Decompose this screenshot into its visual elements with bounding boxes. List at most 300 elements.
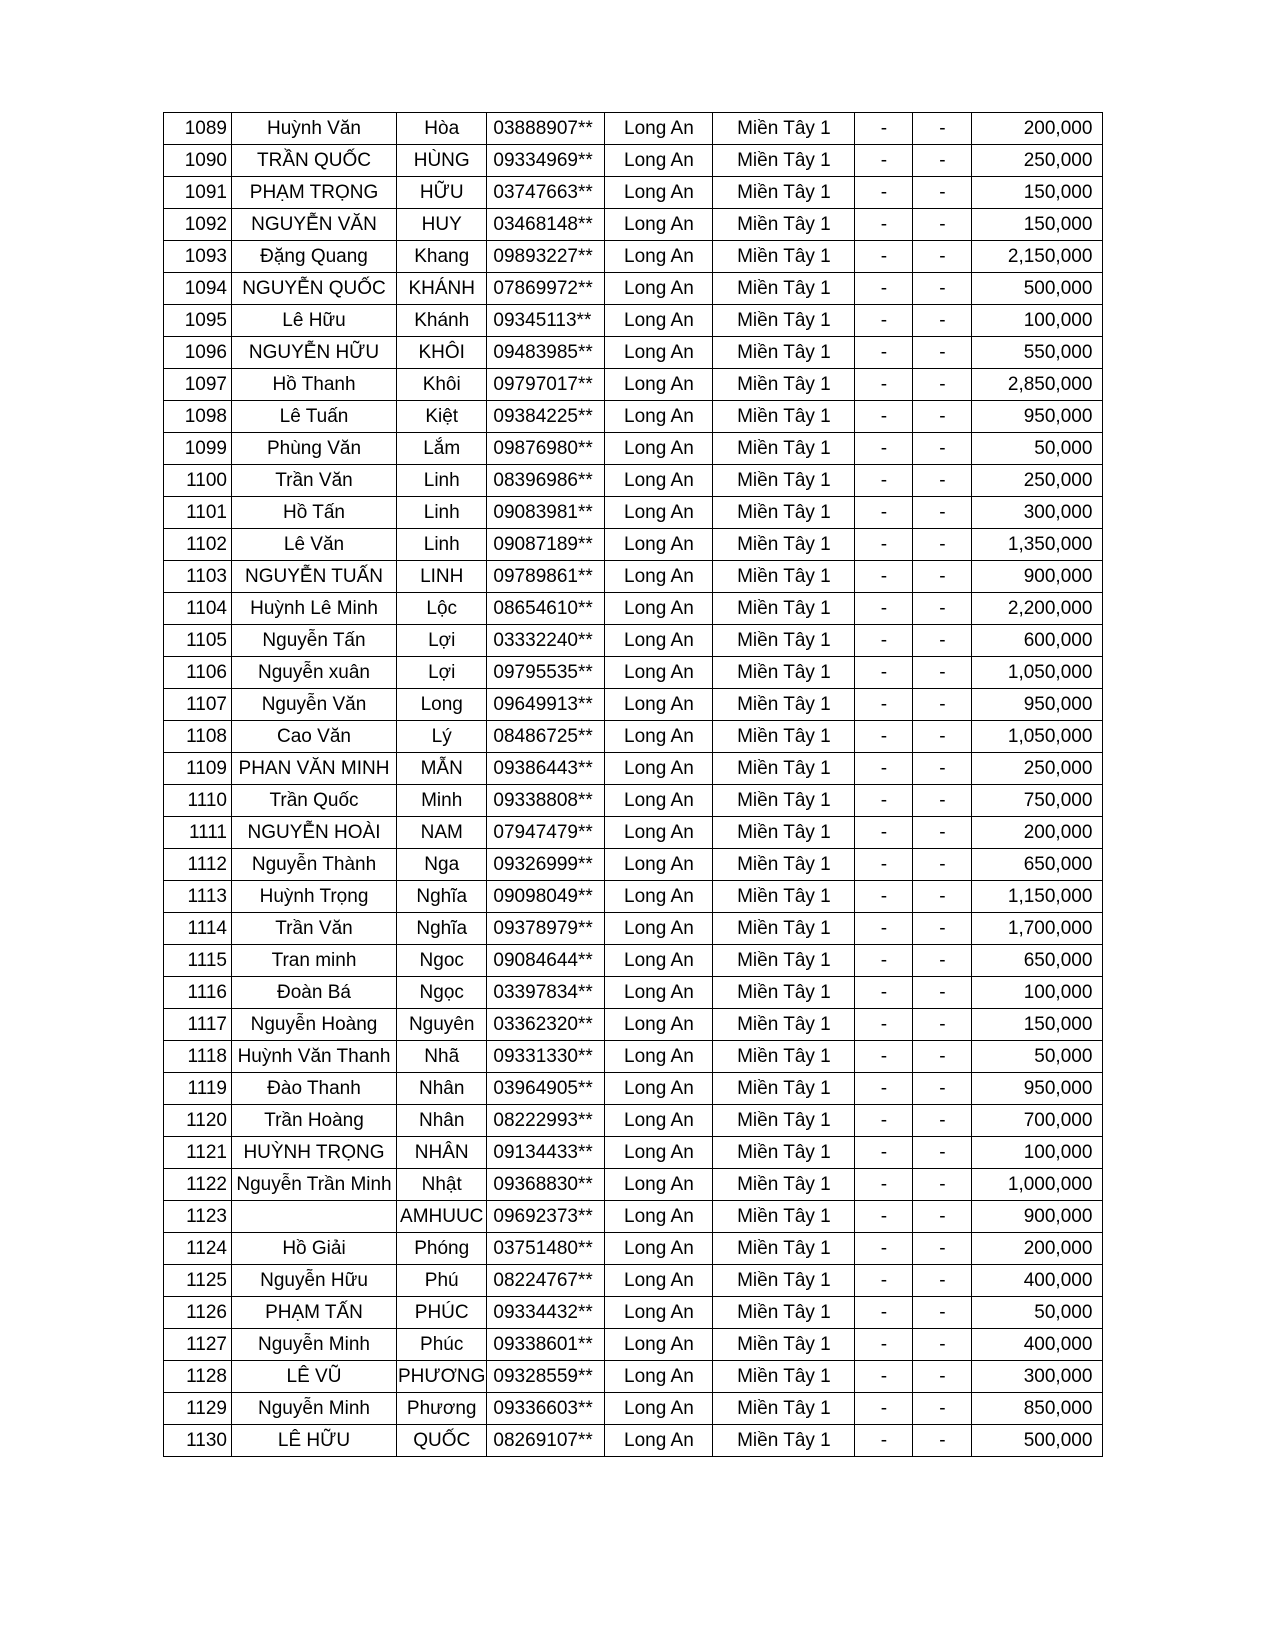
dash-cell-2: - bbox=[913, 1425, 972, 1457]
table-row bbox=[164, 561, 1103, 593]
dash-cell-1: - bbox=[855, 913, 913, 945]
province-cell: Long An bbox=[605, 1169, 713, 1201]
phone-cell: 09649913** bbox=[487, 689, 605, 721]
dash-cell-1: - bbox=[855, 1073, 913, 1105]
row-number-cell: 1118 bbox=[164, 1041, 232, 1073]
surname-cell: Lê Tuấn bbox=[232, 401, 397, 433]
province-cell: Long An bbox=[605, 145, 713, 177]
row-number-cell: 1093 bbox=[164, 241, 232, 273]
dash-cell-1: - bbox=[855, 1105, 913, 1137]
dash-cell-2: - bbox=[913, 913, 972, 945]
surname-cell: Huỳnh Lê Minh bbox=[232, 593, 397, 625]
given-name-cell: Phương bbox=[397, 1393, 487, 1425]
dash-cell-1: - bbox=[855, 977, 913, 1009]
row-number-cell: 1089 bbox=[164, 113, 232, 145]
region-cell: Miền Tây 1 bbox=[713, 1105, 855, 1137]
row-number-cell: 1094 bbox=[164, 273, 232, 305]
surname-cell: Tran minh bbox=[232, 945, 397, 977]
given-name-cell: Nhân bbox=[397, 1073, 487, 1105]
phone-cell: 09134433** bbox=[487, 1137, 605, 1169]
surname-cell: Nguyễn xuân bbox=[232, 657, 397, 689]
amount-cell: 1,700,000 bbox=[972, 913, 1103, 945]
province-cell: Long An bbox=[605, 1201, 713, 1233]
dash-cell-2: - bbox=[913, 1297, 972, 1329]
dash-cell-1: - bbox=[855, 1137, 913, 1169]
phone-cell: 09789861** bbox=[487, 561, 605, 593]
province-cell: Long An bbox=[605, 1009, 713, 1041]
phone-cell: 09328559** bbox=[487, 1361, 605, 1393]
given-name-cell: Phú bbox=[397, 1265, 487, 1297]
province-cell: Long An bbox=[605, 1105, 713, 1137]
region-cell: Miền Tây 1 bbox=[713, 369, 855, 401]
region-cell: Miền Tây 1 bbox=[713, 1297, 855, 1329]
province-cell: Long An bbox=[605, 209, 713, 241]
phone-cell: 09797017** bbox=[487, 369, 605, 401]
amount-cell: 100,000 bbox=[972, 305, 1103, 337]
row-number-cell: 1117 bbox=[164, 1009, 232, 1041]
amount-cell: 700,000 bbox=[972, 1105, 1103, 1137]
dash-cell-1: - bbox=[855, 657, 913, 689]
surname-cell: Hồ Tấn bbox=[232, 497, 397, 529]
amount-cell: 150,000 bbox=[972, 209, 1103, 241]
phone-cell: 09384225** bbox=[487, 401, 605, 433]
row-number-cell: 1101 bbox=[164, 497, 232, 529]
row-number-cell: 1111 bbox=[164, 817, 232, 849]
dash-cell-2: - bbox=[913, 785, 972, 817]
amount-cell: 950,000 bbox=[972, 1073, 1103, 1105]
given-name-cell: Nhật bbox=[397, 1169, 487, 1201]
phone-cell: 08269107** bbox=[487, 1425, 605, 1457]
dash-cell-2: - bbox=[913, 817, 972, 849]
phone-cell: 09098049** bbox=[487, 881, 605, 913]
province-cell: Long An bbox=[605, 1073, 713, 1105]
amount-cell: 300,000 bbox=[972, 1361, 1103, 1393]
phone-cell: 09326999** bbox=[487, 849, 605, 881]
surname-cell: Huỳnh Trọng bbox=[232, 881, 397, 913]
table-row bbox=[164, 401, 1103, 433]
row-number-cell: 1103 bbox=[164, 561, 232, 593]
province-cell: Long An bbox=[605, 657, 713, 689]
given-name-cell: Nghĩa bbox=[397, 881, 487, 913]
phone-cell: 09483985** bbox=[487, 337, 605, 369]
surname-cell bbox=[232, 1201, 397, 1233]
dash-cell-1: - bbox=[855, 1297, 913, 1329]
given-name-cell: Hòa bbox=[397, 113, 487, 145]
given-name-cell: Phóng bbox=[397, 1233, 487, 1265]
table-row bbox=[164, 721, 1103, 753]
given-name-cell: Nhã bbox=[397, 1041, 487, 1073]
province-cell: Long An bbox=[605, 497, 713, 529]
region-cell: Miền Tây 1 bbox=[713, 1201, 855, 1233]
row-number-cell: 1102 bbox=[164, 529, 232, 561]
dash-cell-2: - bbox=[913, 593, 972, 625]
amount-cell: 150,000 bbox=[972, 177, 1103, 209]
amount-cell: 300,000 bbox=[972, 497, 1103, 529]
table-row bbox=[164, 1425, 1103, 1457]
province-cell: Long An bbox=[605, 401, 713, 433]
table-row bbox=[164, 177, 1103, 209]
table-row bbox=[164, 369, 1103, 401]
given-name-cell: Lộc bbox=[397, 593, 487, 625]
dash-cell-2: - bbox=[913, 1169, 972, 1201]
row-number-cell: 1097 bbox=[164, 369, 232, 401]
region-cell: Miền Tây 1 bbox=[713, 113, 855, 145]
region-cell: Miền Tây 1 bbox=[713, 497, 855, 529]
table-row bbox=[164, 1073, 1103, 1105]
row-number-cell: 1125 bbox=[164, 1265, 232, 1297]
dash-cell-1: - bbox=[855, 305, 913, 337]
dash-cell-2: - bbox=[913, 561, 972, 593]
surname-cell: PHAN VĂN MINH bbox=[232, 753, 397, 785]
region-cell: Miền Tây 1 bbox=[713, 561, 855, 593]
province-cell: Long An bbox=[605, 913, 713, 945]
table-row bbox=[164, 1137, 1103, 1169]
dash-cell-2: - bbox=[913, 1361, 972, 1393]
region-cell: Miền Tây 1 bbox=[713, 529, 855, 561]
phone-cell: 09876980** bbox=[487, 433, 605, 465]
dash-cell-2: - bbox=[913, 1265, 972, 1297]
region-cell: Miền Tây 1 bbox=[713, 1233, 855, 1265]
region-cell: Miền Tây 1 bbox=[713, 1361, 855, 1393]
table-row bbox=[164, 753, 1103, 785]
amount-cell: 50,000 bbox=[972, 1041, 1103, 1073]
amount-cell: 200,000 bbox=[972, 113, 1103, 145]
dash-cell-2: - bbox=[913, 849, 972, 881]
given-name-cell: Khang bbox=[397, 241, 487, 273]
dash-cell-1: - bbox=[855, 529, 913, 561]
province-cell: Long An bbox=[605, 113, 713, 145]
table-row bbox=[164, 1233, 1103, 1265]
table-row bbox=[164, 593, 1103, 625]
amount-cell: 2,850,000 bbox=[972, 369, 1103, 401]
dash-cell-2: - bbox=[913, 1009, 972, 1041]
row-number-cell: 1095 bbox=[164, 305, 232, 337]
region-cell: Miền Tây 1 bbox=[713, 241, 855, 273]
table-row bbox=[164, 1297, 1103, 1329]
surname-cell: Nguyễn Văn bbox=[232, 689, 397, 721]
phone-cell: 09378979** bbox=[487, 913, 605, 945]
province-cell: Long An bbox=[605, 1329, 713, 1361]
province-cell: Long An bbox=[605, 785, 713, 817]
surname-cell: Nguyễn Minh bbox=[232, 1393, 397, 1425]
phone-cell: 09338808** bbox=[487, 785, 605, 817]
province-cell: Long An bbox=[605, 1361, 713, 1393]
given-name-cell: Linh bbox=[397, 465, 487, 497]
surname-cell: Lê Văn bbox=[232, 529, 397, 561]
surname-cell: Trần Quốc bbox=[232, 785, 397, 817]
amount-cell: 1,350,000 bbox=[972, 529, 1103, 561]
dash-cell-1: - bbox=[855, 145, 913, 177]
dash-cell-2: - bbox=[913, 1233, 972, 1265]
dash-cell-2: - bbox=[913, 625, 972, 657]
dash-cell-2: - bbox=[913, 1329, 972, 1361]
region-cell: Miền Tây 1 bbox=[713, 145, 855, 177]
dash-cell-2: - bbox=[913, 465, 972, 497]
dash-cell-1: - bbox=[855, 945, 913, 977]
dash-cell-2: - bbox=[913, 1393, 972, 1425]
dash-cell-2: - bbox=[913, 145, 972, 177]
amount-cell: 950,000 bbox=[972, 401, 1103, 433]
dash-cell-1: - bbox=[855, 401, 913, 433]
dash-cell-2: - bbox=[913, 241, 972, 273]
table-row bbox=[164, 529, 1103, 561]
province-cell: Long An bbox=[605, 1041, 713, 1073]
surname-cell: Hồ Thanh bbox=[232, 369, 397, 401]
amount-cell: 250,000 bbox=[972, 145, 1103, 177]
row-number-cell: 1107 bbox=[164, 689, 232, 721]
given-name-cell: KHÁNH bbox=[397, 273, 487, 305]
surname-cell: Lê Hữu bbox=[232, 305, 397, 337]
row-number-cell: 1099 bbox=[164, 433, 232, 465]
dash-cell-1: - bbox=[855, 1361, 913, 1393]
table-row bbox=[164, 1041, 1103, 1073]
given-name-cell: Long bbox=[397, 689, 487, 721]
table-row bbox=[164, 433, 1103, 465]
given-name-cell: Lý bbox=[397, 721, 487, 753]
province-cell: Long An bbox=[605, 1297, 713, 1329]
row-number-cell: 1120 bbox=[164, 1105, 232, 1137]
region-cell: Miền Tây 1 bbox=[713, 209, 855, 241]
table-row bbox=[164, 657, 1103, 689]
province-cell: Long An bbox=[605, 305, 713, 337]
phone-cell: 09334432** bbox=[487, 1297, 605, 1329]
surname-cell: Cao Văn bbox=[232, 721, 397, 753]
region-cell: Miền Tây 1 bbox=[713, 593, 855, 625]
dash-cell-2: - bbox=[913, 209, 972, 241]
region-cell: Miền Tây 1 bbox=[713, 1009, 855, 1041]
row-number-cell: 1114 bbox=[164, 913, 232, 945]
table-row bbox=[164, 1105, 1103, 1137]
province-cell: Long An bbox=[605, 369, 713, 401]
dash-cell-1: - bbox=[855, 273, 913, 305]
phone-cell: 08486725** bbox=[487, 721, 605, 753]
amount-cell: 950,000 bbox=[972, 689, 1103, 721]
dash-cell-2: - bbox=[913, 657, 972, 689]
region-cell: Miền Tây 1 bbox=[713, 401, 855, 433]
given-name-cell: Khánh bbox=[397, 305, 487, 337]
phone-cell: 08222993** bbox=[487, 1105, 605, 1137]
amount-cell: 150,000 bbox=[972, 1009, 1103, 1041]
amount-cell: 2,200,000 bbox=[972, 593, 1103, 625]
given-name-cell: AMHUUC bbox=[397, 1201, 487, 1233]
table-row bbox=[164, 465, 1103, 497]
surname-cell: Phùng Văn bbox=[232, 433, 397, 465]
surname-cell: NGUYỄN HỮU bbox=[232, 337, 397, 369]
amount-cell: 600,000 bbox=[972, 625, 1103, 657]
table-row bbox=[164, 273, 1103, 305]
dash-cell-2: - bbox=[913, 1041, 972, 1073]
given-name-cell: HỮU bbox=[397, 177, 487, 209]
phone-cell: 09338601** bbox=[487, 1329, 605, 1361]
province-cell: Long An bbox=[605, 1393, 713, 1425]
phone-cell: 09084644** bbox=[487, 945, 605, 977]
surname-cell: LÊ VŨ bbox=[232, 1361, 397, 1393]
region-cell: Miền Tây 1 bbox=[713, 721, 855, 753]
row-number-cell: 1098 bbox=[164, 401, 232, 433]
amount-cell: 1,050,000 bbox=[972, 721, 1103, 753]
province-cell: Long An bbox=[605, 977, 713, 1009]
given-name-cell: NAM bbox=[397, 817, 487, 849]
given-name-cell: Nghĩa bbox=[397, 913, 487, 945]
table-row bbox=[164, 881, 1103, 913]
row-number-cell: 1123 bbox=[164, 1201, 232, 1233]
table-row bbox=[164, 977, 1103, 1009]
phone-cell: 03964905** bbox=[487, 1073, 605, 1105]
table-row bbox=[164, 913, 1103, 945]
phone-cell: 03397834** bbox=[487, 977, 605, 1009]
amount-cell: 400,000 bbox=[972, 1265, 1103, 1297]
dash-cell-1: - bbox=[855, 785, 913, 817]
row-number-cell: 1104 bbox=[164, 593, 232, 625]
row-number-cell: 1100 bbox=[164, 465, 232, 497]
phone-cell: 07947479** bbox=[487, 817, 605, 849]
surname-cell: Nguyễn Thành bbox=[232, 849, 397, 881]
province-cell: Long An bbox=[605, 625, 713, 657]
surname-cell: Trần Hoàng bbox=[232, 1105, 397, 1137]
region-cell: Miền Tây 1 bbox=[713, 433, 855, 465]
surname-cell: Nguyễn Tấn bbox=[232, 625, 397, 657]
row-number-cell: 1109 bbox=[164, 753, 232, 785]
given-name-cell: Lợi bbox=[397, 657, 487, 689]
region-cell: Miền Tây 1 bbox=[713, 785, 855, 817]
amount-cell: 100,000 bbox=[972, 1137, 1103, 1169]
dash-cell-1: - bbox=[855, 689, 913, 721]
phone-cell: 03362320** bbox=[487, 1009, 605, 1041]
phone-cell: 09692373** bbox=[487, 1201, 605, 1233]
given-name-cell: Ngoc bbox=[397, 945, 487, 977]
amount-cell: 2,150,000 bbox=[972, 241, 1103, 273]
amount-cell: 50,000 bbox=[972, 1297, 1103, 1329]
dash-cell-2: - bbox=[913, 1137, 972, 1169]
region-cell: Miền Tây 1 bbox=[713, 305, 855, 337]
row-number-cell: 1108 bbox=[164, 721, 232, 753]
surname-cell: Nguyễn Hữu bbox=[232, 1265, 397, 1297]
row-number-cell: 1122 bbox=[164, 1169, 232, 1201]
dash-cell-1: - bbox=[855, 1233, 913, 1265]
amount-cell: 500,000 bbox=[972, 273, 1103, 305]
amount-cell: 100,000 bbox=[972, 977, 1103, 1009]
phone-cell: 09334969** bbox=[487, 145, 605, 177]
dash-cell-1: - bbox=[855, 625, 913, 657]
dash-cell-1: - bbox=[855, 209, 913, 241]
row-number-cell: 1090 bbox=[164, 145, 232, 177]
province-cell: Long An bbox=[605, 881, 713, 913]
dash-cell-2: - bbox=[913, 369, 972, 401]
region-cell: Miền Tây 1 bbox=[713, 1073, 855, 1105]
amount-cell: 900,000 bbox=[972, 1201, 1103, 1233]
surname-cell: NGUYỄN QUỐC bbox=[232, 273, 397, 305]
row-number-cell: 1121 bbox=[164, 1137, 232, 1169]
given-name-cell: Lợi bbox=[397, 625, 487, 657]
dash-cell-2: - bbox=[913, 273, 972, 305]
table-row bbox=[164, 689, 1103, 721]
surname-cell: Nguyễn Hoàng bbox=[232, 1009, 397, 1041]
surname-cell: Nguyễn Trần Minh bbox=[232, 1169, 397, 1201]
phone-cell: 03332240** bbox=[487, 625, 605, 657]
province-cell: Long An bbox=[605, 721, 713, 753]
dash-cell-1: - bbox=[855, 817, 913, 849]
dash-cell-2: - bbox=[913, 977, 972, 1009]
province-cell: Long An bbox=[605, 433, 713, 465]
province-cell: Long An bbox=[605, 241, 713, 273]
dash-cell-1: - bbox=[855, 561, 913, 593]
dash-cell-1: - bbox=[855, 753, 913, 785]
province-cell: Long An bbox=[605, 689, 713, 721]
province-cell: Long An bbox=[605, 945, 713, 977]
row-number-cell: 1113 bbox=[164, 881, 232, 913]
dash-cell-2: - bbox=[913, 689, 972, 721]
given-name-cell: KHÔI bbox=[397, 337, 487, 369]
surname-cell: NGUYỄN HOÀI bbox=[232, 817, 397, 849]
surname-cell: NGUYỄN VĂN bbox=[232, 209, 397, 241]
region-cell: Miền Tây 1 bbox=[713, 881, 855, 913]
surname-cell: Đào Thanh bbox=[232, 1073, 397, 1105]
table-row bbox=[164, 305, 1103, 337]
amount-cell: 500,000 bbox=[972, 1425, 1103, 1457]
region-cell: Miền Tây 1 bbox=[713, 273, 855, 305]
table-row bbox=[164, 497, 1103, 529]
province-cell: Long An bbox=[605, 593, 713, 625]
table-row bbox=[164, 1009, 1103, 1041]
province-cell: Long An bbox=[605, 337, 713, 369]
given-name-cell: Minh bbox=[397, 785, 487, 817]
province-cell: Long An bbox=[605, 529, 713, 561]
dash-cell-2: - bbox=[913, 1073, 972, 1105]
province-cell: Long An bbox=[605, 1137, 713, 1169]
table-row bbox=[164, 1201, 1103, 1233]
dash-cell-2: - bbox=[913, 401, 972, 433]
given-name-cell: HÙNG bbox=[397, 145, 487, 177]
region-cell: Miền Tây 1 bbox=[713, 689, 855, 721]
row-number-cell: 1130 bbox=[164, 1425, 232, 1457]
table-body bbox=[164, 113, 1103, 1457]
phone-cell: 07869972** bbox=[487, 273, 605, 305]
dash-cell-1: - bbox=[855, 177, 913, 209]
phone-cell: 08654610** bbox=[487, 593, 605, 625]
dash-cell-1: - bbox=[855, 1201, 913, 1233]
table-row bbox=[164, 209, 1103, 241]
given-name-cell: Linh bbox=[397, 529, 487, 561]
dash-cell-1: - bbox=[855, 369, 913, 401]
province-cell: Long An bbox=[605, 177, 713, 209]
region-cell: Miền Tây 1 bbox=[713, 1425, 855, 1457]
dash-cell-2: - bbox=[913, 1105, 972, 1137]
province-cell: Long An bbox=[605, 817, 713, 849]
amount-cell: 650,000 bbox=[972, 945, 1103, 977]
phone-cell: 09345113** bbox=[487, 305, 605, 337]
dash-cell-1: - bbox=[855, 1041, 913, 1073]
surname-cell: TRẦN QUỐC bbox=[232, 145, 397, 177]
given-name-cell: MẪN bbox=[397, 753, 487, 785]
dash-cell-1: - bbox=[855, 497, 913, 529]
surname-cell: Đặng Quang bbox=[232, 241, 397, 273]
given-name-cell: Phúc bbox=[397, 1329, 487, 1361]
region-cell: Miền Tây 1 bbox=[713, 945, 855, 977]
table-row bbox=[164, 241, 1103, 273]
dash-cell-2: - bbox=[913, 177, 972, 209]
phone-cell: 03888907** bbox=[487, 113, 605, 145]
prize-list-table bbox=[163, 112, 1103, 1457]
region-cell: Miền Tây 1 bbox=[713, 849, 855, 881]
phone-cell: 03747663** bbox=[487, 177, 605, 209]
surname-cell: Đoàn Bá bbox=[232, 977, 397, 1009]
region-cell: Miền Tây 1 bbox=[713, 1041, 855, 1073]
dash-cell-1: - bbox=[855, 465, 913, 497]
dash-cell-1: - bbox=[855, 113, 913, 145]
row-number-cell: 1091 bbox=[164, 177, 232, 209]
surname-cell: Trần Văn bbox=[232, 465, 397, 497]
table-row bbox=[164, 1265, 1103, 1297]
